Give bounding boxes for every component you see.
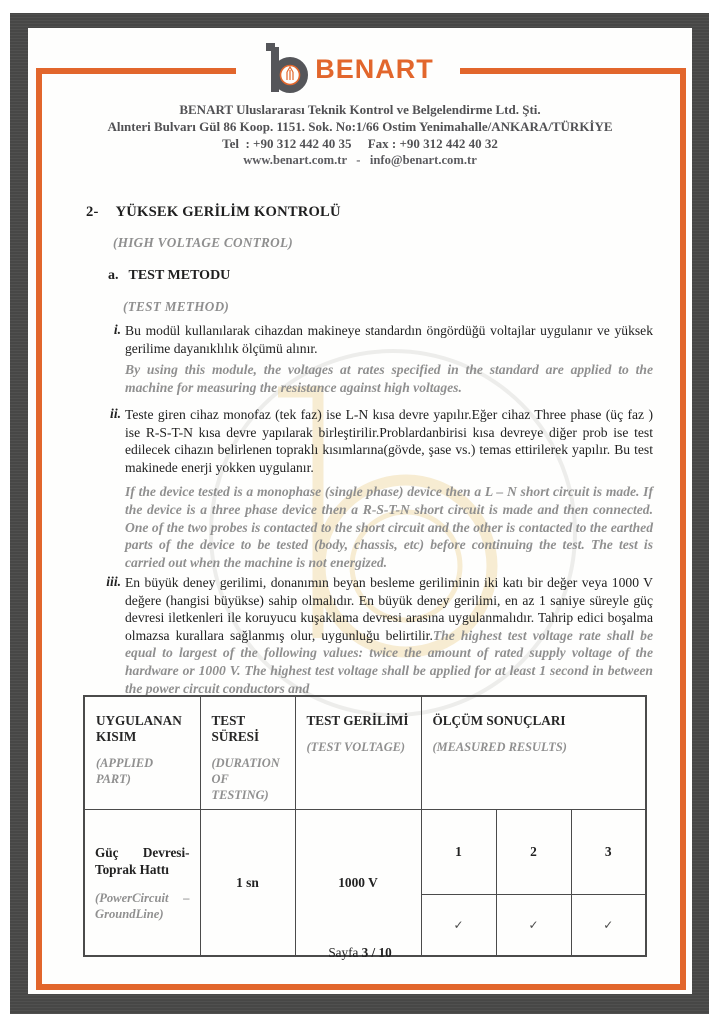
trial-2-checkmark: ✓: [496, 895, 571, 957]
item-ii-english-text: If the device tested is a monophase (single phase) device then a L – N short circuit is made. If the device is a three phase device then a R-S-T-N short circuit is made and then connected. One of the two probes is contacted to the short circuit and the other is contacted to the earthed parts of the device to be tested (body, chassis, etc) before continuing the test. The test is carried out when the machine is not energized.: [125, 484, 653, 570]
table-header-row: [84, 696, 646, 810]
table-row: [84, 810, 646, 895]
subsection-heading: [108, 268, 230, 284]
company-phone-line: Tel : +90 312 442 40 35 Fax : +90 312 442 40 32: [222, 136, 498, 151]
col-test-voltage-tr: TEST GERİLİMİ: [306, 713, 409, 728]
item-iii-turkish-text: En büyük deney gerilimi, donanımın beyan besleme geriliminin iki katı bir değer veya 1000 V değere (hangisi büyükse) sahip olmalıdır. En büyük deney gerilimi, en az 1 saniye süreyle güç devresi iletkenleri ile koruyucu kuşaklama devresi arasına uygulanmalıdır. Tahrip edici boşalma olmazsa kurallara sağlanmış olur, uygunluğu belirtilir.: [125, 575, 653, 643]
trial-3-checkmark: ✓: [571, 895, 646, 957]
col-applied-part: [84, 696, 200, 810]
col-applied-part-en: (APPLIED PART): [96, 756, 154, 786]
item-marker-iii: iii.: [106, 574, 121, 589]
subsection-title-tr: TEST METODU: [128, 268, 231, 283]
item-ii-turkish-text: Teste giren cihaz monofaz (tek faz) ise L-N kısa devre yapılır.Eğer cihaz Three phase (üç faz ) ise R-S-T-N kısa devre yapılarak birleştirilir.Problardanbirisi kısa devreye diğer prob ise test edilecek cihazın belirlenen topraklı kısımlarına(gövde, şase vs.) temas ettirilerek yapılır. Bu test makinede enerji yokken uygulanır.: [125, 407, 653, 475]
col-applied-part-tr: UYGULANAN KISIM: [96, 713, 182, 744]
cell-applied-part: [84, 810, 200, 957]
item-iii-mixed-text: [125, 574, 653, 697]
item-i-turkish-text: Bu modül kullanılarak cihazdan makineye standardın öngördüğü voltajlar uygulanır ve yüksek gerilime dayanıklılık ölçümü alınır.: [125, 323, 653, 356]
document-page: [28, 28, 692, 994]
col-test-voltage: [295, 696, 421, 810]
item-iii-english-text: The highest test voltage rate shall be equal to largest of the following values: twice the amount of rated supply voltage of the hardware or 1000 V. The highest test voltage shall be applied for at least 1 second in between the power circuit conductors and: [125, 627, 653, 696]
trial-1-checkmark: ✓: [421, 895, 496, 957]
trial-number-3: 3: [571, 810, 646, 895]
section-number: 2-: [86, 204, 99, 220]
item-marker-i: i.: [113, 322, 121, 337]
col-test-duration-tr: TEST SÜRESİ: [211, 713, 260, 744]
trial-number-1: 1: [421, 810, 496, 895]
paragraph-item-iii: [106, 574, 653, 697]
col-measured-results-en: (MEASURED RESULTS): [432, 740, 567, 754]
paragraph-item-ii: [110, 406, 653, 571]
paragraph-item-i: [113, 322, 653, 396]
section-title-tr: YÜKSEK GERİLİM KONTROLÜ: [115, 204, 341, 220]
brand-name: BENART: [315, 53, 434, 84]
item-marker-ii: ii.: [110, 406, 121, 421]
benart-b-emblem-icon: [262, 42, 308, 96]
cell-applied-part-tr: Güç Devresi-Toprak Hattı: [95, 844, 190, 877]
section-title-en: (HIGH VOLTAGE CONTROL): [113, 235, 294, 250]
trial-number-2: 2: [496, 810, 571, 895]
item-i-english-text: By using this module, the voltages at rates specified in the standard are applied to the machine for measuring the resistance against high voltages.: [125, 362, 653, 395]
page-footer: [28, 945, 692, 961]
col-test-voltage-en: (TEST VOLTAGE): [306, 740, 406, 754]
company-name-line: BENART Uluslararası Teknik Kontrol ve Belgelendirme Ltd. Şti.: [179, 102, 541, 117]
cell-applied-part-en: (PowerCircuit – GroundLine): [95, 890, 190, 921]
company-address-line: Alınteri Bulvarı Gül 86 Koop. 1151. Sok. No:1/66 Ostim Yenimahalle/ANKARA/TÜRKİYE: [107, 119, 613, 134]
col-measured-results-tr: ÖLÇÜM SONUÇLARI: [432, 713, 566, 728]
page-number: 3 / 10: [361, 945, 392, 960]
col-test-duration-en: (DURATION OF TESTING): [211, 756, 280, 802]
cell-voltage: 1000 V: [295, 810, 421, 957]
section-heading: [86, 204, 341, 221]
subsection-title-en: (TEST METHOD): [123, 299, 230, 314]
cell-duration: 1 sn: [200, 810, 295, 957]
subsection-letter: a.: [108, 268, 119, 283]
footer-label: Sayfa: [328, 945, 359, 960]
high-voltage-test-table: [83, 695, 647, 957]
letterhead: [58, 101, 662, 169]
benart-logo: [236, 38, 460, 100]
col-measured-results: [421, 696, 646, 810]
col-test-duration: [200, 696, 295, 810]
company-web-line: www.benart.com.tr - info@benart.com.tr: [243, 153, 477, 167]
